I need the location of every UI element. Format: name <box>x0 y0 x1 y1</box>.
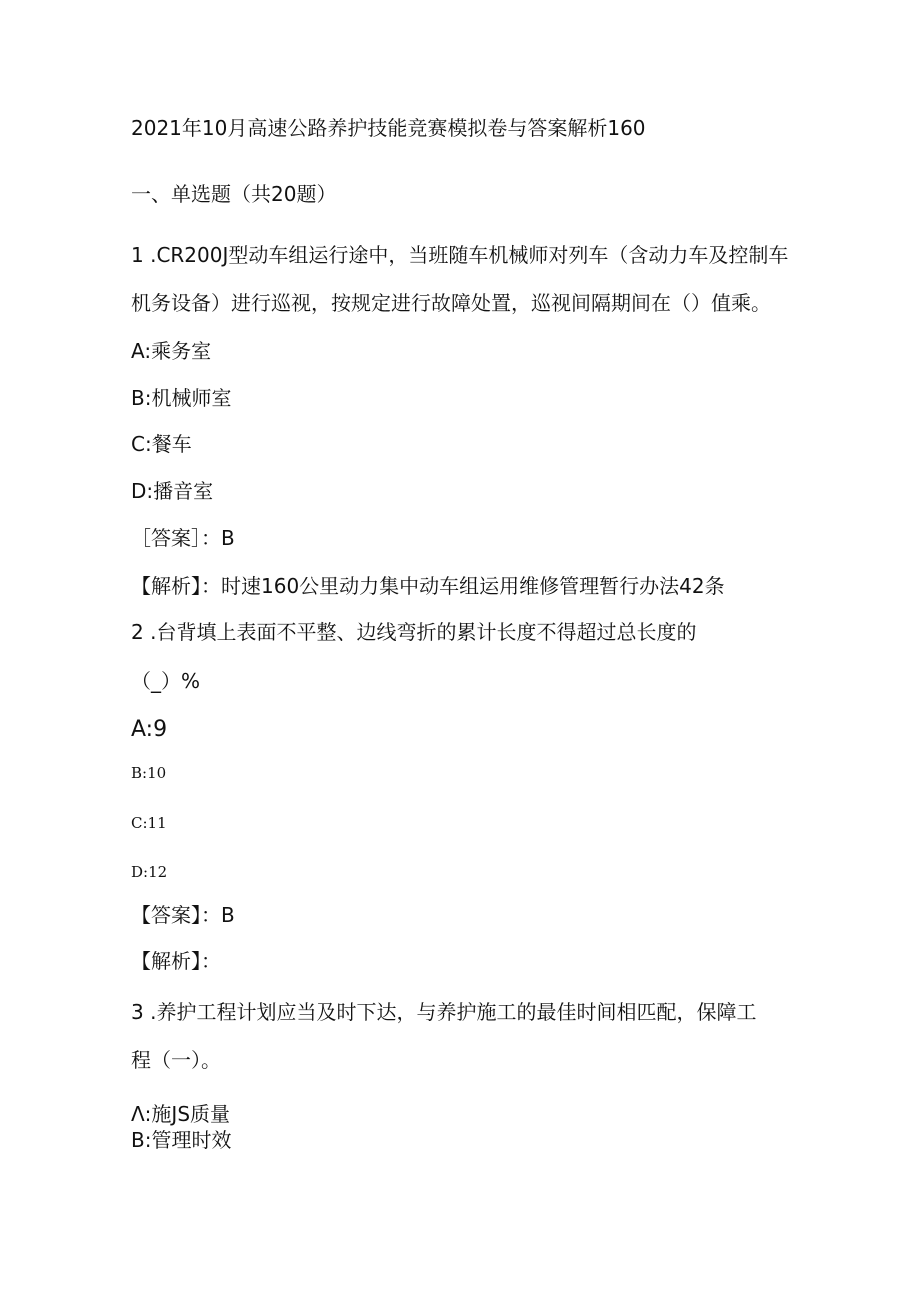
option-a: Λ:施JS质量 <box>131 1102 231 1126</box>
option-a: A:乘务室 <box>131 339 212 363</box>
answer-line: ［答案］：B <box>131 526 235 550</box>
section-heading: 一、单选题（共20题） <box>131 182 337 206</box>
option-d: D:12 <box>131 863 168 881</box>
question-stem-line: 2 .台背填上表面不平整、边线弯折的累计长度不得超过总长度的 <box>131 620 697 644</box>
option-b: B:机械师室 <box>131 386 232 410</box>
document-title: 2021年10月高速公路养护技能竞赛模拟卷与答案解析160 <box>131 116 646 140</box>
analysis-line: 【解析】：时速160公里动力集中动车组运用维修管理暂行办法42条 <box>131 574 725 598</box>
question-stem-line: （_）% <box>131 669 201 693</box>
option-c: C:11 <box>131 814 167 832</box>
option-b: B:10 <box>131 764 167 782</box>
question-stem-line: 3 .养护工程计划应当及时下达，与养护施工的最佳时间相匹配，保障工 <box>131 1000 757 1024</box>
answer-line: 【答案】：B <box>131 903 235 927</box>
question-stem-line: 1 .CR200J型动车组运行途中，当班随车机械师对列车（含动力车及控制车 <box>131 243 789 267</box>
question-stem-line: 机务设备）进行巡视，按规定进行故障处置，巡视间隔期间在（）值乘。 <box>131 291 771 315</box>
option-c: C:餐车 <box>131 432 192 456</box>
option-a: A:9 <box>131 717 168 742</box>
question-stem-line: 程（一）。 <box>131 1048 221 1072</box>
analysis-line: 【解析】： <box>131 949 221 973</box>
option-b: B:管理时效 <box>131 1128 232 1152</box>
option-d: D:播音室 <box>131 479 214 503</box>
